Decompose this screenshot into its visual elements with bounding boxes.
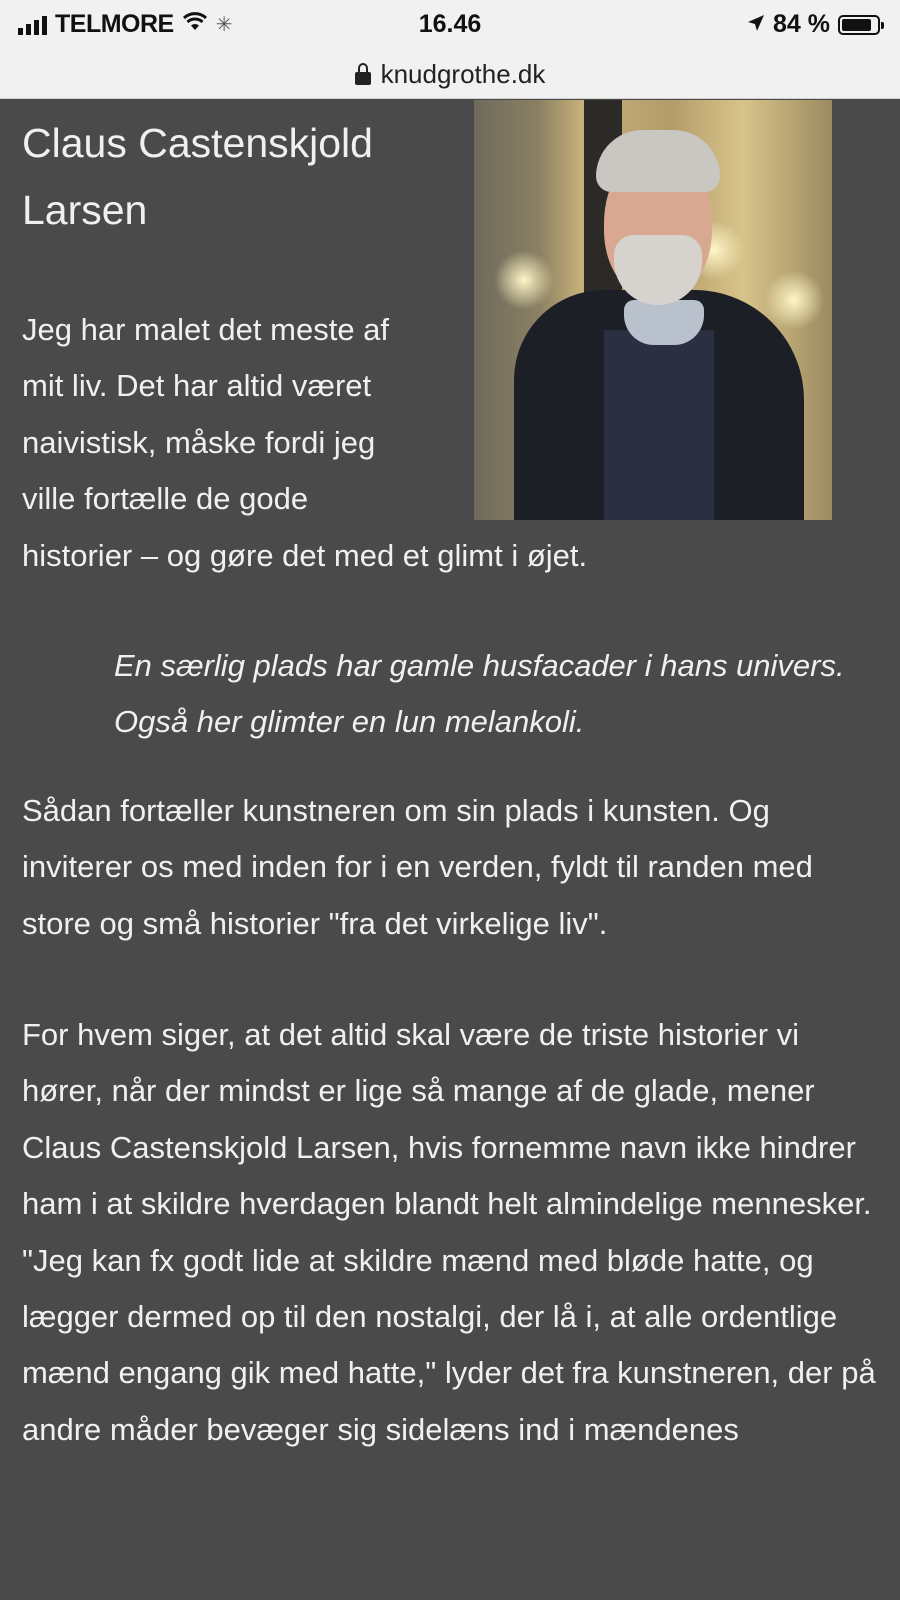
lock-icon — [355, 72, 371, 85]
article-title: Claus Castenskjold Larsen — [22, 120, 373, 234]
intro-paragraph — [22, 302, 862, 584]
status-time: 16.46 — [418, 10, 482, 38]
location-arrow-icon — [747, 10, 765, 39]
status-right — [747, 10, 880, 39]
article — [0, 98, 900, 1600]
carrier-name: TELMORE — [55, 10, 174, 38]
address-bar[interactable] — [0, 50, 900, 99]
url-domain[interactable]: knudgrothe.dk — [380, 58, 546, 89]
body-paragraph-1: Sådan fortæller kunstneren om sin plads i kunsten. Og inviterer os med inden for i en verden, fyldt til randen med store og små historier "fra det virkelige liv". — [22, 793, 813, 941]
pull-quote: En særlig plads har gamle husfacader i hans univers. Også her glimter en lun melankoli. — [114, 648, 845, 740]
battery-icon — [838, 15, 880, 35]
loading-spinner-icon: ✳ — [215, 14, 233, 36]
battery-percent: 84 % — [773, 10, 830, 38]
intro-text: Jeg har malet det meste af mit liv. Det har altid været naivistisk, måske fordi jeg ville fortælle de gode historier – og gøre det med et glimt i øjet. — [22, 312, 588, 573]
status-bar — [0, 0, 900, 50]
body-paragraph-2: For hvem siger, at det altid skal være de triste historier vi hører, når der mindst er lige så mange af de glade, mener Claus Castenskjold Larsen, hvis fornemme navn ikke hindrer ham i at skildre hverdagen blandt helt almindelige mennesker. "Jeg kan fx godt lide at skildre mænd med bløde hatte, og lægger dermed op til den nostalgi, der lå i, at alle ordentlige mænd engang gik med hatte," lyder det fra kunstneren, der på andre måder bevæger sig sidelæns ind i mændenes — [22, 1017, 876, 1447]
battery-fill — [842, 19, 871, 31]
